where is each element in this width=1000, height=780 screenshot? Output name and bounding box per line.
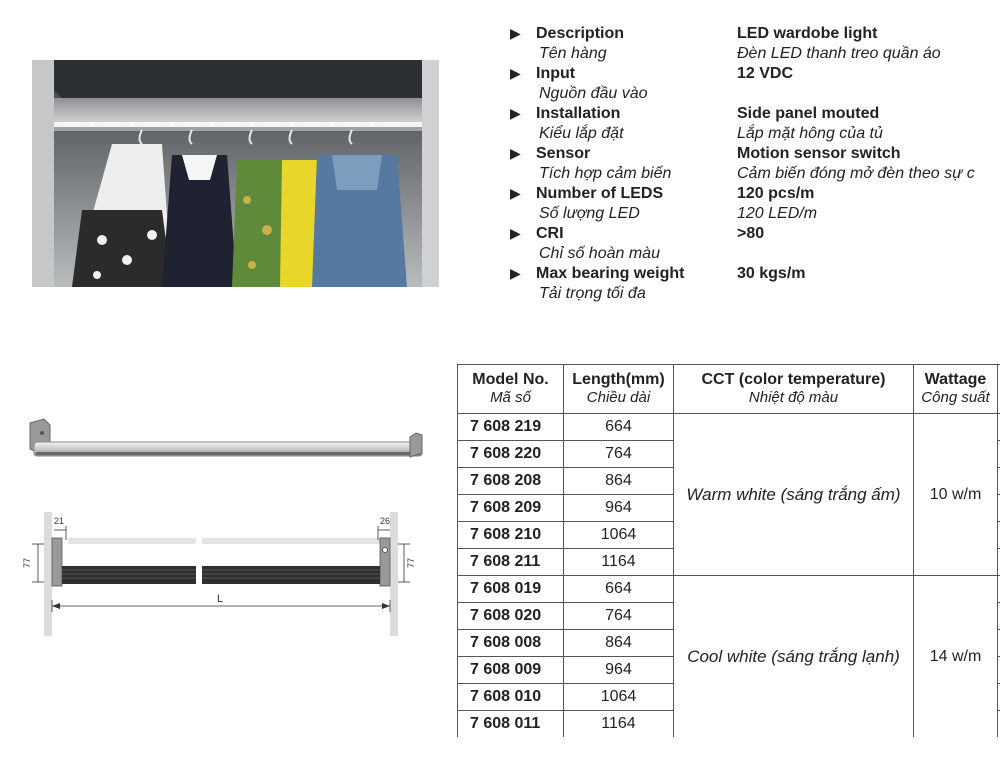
spec-label-vi: Kiểu lắp đặt bbox=[539, 125, 624, 142]
cct-cell-cool: Cool white (sáng trắng lạnh) bbox=[674, 576, 914, 738]
spec-value: 120 pcs/m bbox=[737, 185, 815, 202]
spec-installation bbox=[510, 104, 1000, 144]
model-cell: 7 608 208 bbox=[458, 468, 564, 495]
spec-label-vi: Tên hàng bbox=[539, 45, 607, 62]
model-cell: 7 608 008 bbox=[458, 630, 564, 657]
model-cell: 7 608 011 bbox=[458, 711, 564, 738]
model-cell: 7 608 211 bbox=[458, 549, 564, 576]
spec-label: CRI bbox=[536, 225, 564, 242]
length-cell: 1164 bbox=[564, 549, 674, 576]
length-cell: 1164 bbox=[564, 711, 674, 738]
spec-label-vi: Nguồn đầu vào bbox=[539, 85, 648, 102]
dim-right-label: 26 bbox=[380, 516, 391, 526]
dim-height-right-label: 77 bbox=[406, 557, 416, 568]
header-model: Model No. Mã số bbox=[458, 365, 564, 414]
spec-label: Max bearing weight bbox=[536, 265, 685, 282]
spec-label: Description bbox=[536, 25, 625, 42]
rail-product-image bbox=[14, 415, 434, 471]
product-photo bbox=[32, 60, 439, 287]
spec-sensor bbox=[510, 144, 1000, 184]
spec-value-vi: Lắp mặt hông của tủ bbox=[737, 125, 883, 142]
spec-value-vi: 120 LED/m bbox=[737, 205, 818, 222]
spec-label-vi: Số lượng LED bbox=[539, 205, 640, 222]
length-cell: 664 bbox=[564, 414, 674, 441]
dim-length-label: L bbox=[217, 593, 224, 605]
spec-value: Side panel mouted bbox=[737, 105, 880, 122]
cct-cell-warm: Warm white (sáng trắng ấm) bbox=[674, 414, 914, 576]
model-cell: 7 608 209 bbox=[458, 495, 564, 522]
spec-number-of-leds bbox=[510, 184, 1000, 224]
model-table bbox=[457, 364, 1000, 737]
spec-label: Number of LEDS bbox=[536, 185, 664, 202]
dim-left-label: 21 bbox=[54, 516, 65, 526]
model-cell: 7 608 210 bbox=[458, 522, 564, 549]
spec-value: 12 VDC bbox=[737, 65, 794, 82]
spec-value-vi: Đèn LED thanh treo quần áo bbox=[737, 45, 941, 62]
table-row bbox=[458, 576, 1000, 603]
length-cell: 1064 bbox=[564, 522, 674, 549]
spec-max-bearing-weight bbox=[510, 264, 1000, 304]
spec-label: Installation bbox=[536, 105, 621, 122]
length-cell: 664 bbox=[564, 576, 674, 603]
model-cell: 7 608 009 bbox=[458, 657, 564, 684]
table-row bbox=[458, 414, 1000, 441]
dimension-drawing bbox=[20, 510, 420, 640]
bullet-arrow-icon: ▶ bbox=[510, 265, 521, 281]
spec-label: Sensor bbox=[536, 145, 591, 162]
header-wattage: Wattage Công suất bbox=[914, 365, 998, 414]
length-cell: 764 bbox=[564, 441, 674, 468]
spec-value: >80 bbox=[737, 225, 765, 242]
header-length: Length(mm) Chiều dài bbox=[564, 365, 674, 414]
bullet-arrow-icon: ▶ bbox=[510, 145, 521, 161]
bullet-arrow-icon: ▶ bbox=[510, 185, 521, 201]
spec-label-vi: Tích hợp cảm biến bbox=[539, 165, 672, 182]
bullet-arrow-icon: ▶ bbox=[510, 105, 521, 121]
wattage-cell-warm: 10 w/m bbox=[914, 414, 998, 576]
bullet-arrow-icon: ▶ bbox=[510, 225, 521, 241]
spec-label-vi: Chỉ số hoàn màu bbox=[539, 245, 660, 262]
model-cell: 7 608 010 bbox=[458, 684, 564, 711]
wattage-cell-cool: 14 w/m bbox=[914, 576, 998, 738]
spec-description bbox=[510, 24, 1000, 64]
model-cell: 7 608 019 bbox=[458, 576, 564, 603]
header-cct: CCT (color temperature) Nhiệt độ màu bbox=[674, 365, 914, 414]
spec-value: Motion sensor switch bbox=[737, 145, 901, 162]
spec-label-vi: Tải trọng tối đa bbox=[539, 285, 646, 302]
specifications-list bbox=[510, 24, 1000, 304]
length-cell: 864 bbox=[564, 468, 674, 495]
spec-cri bbox=[510, 224, 1000, 264]
spec-label: Input bbox=[536, 65, 576, 82]
model-cell: 7 608 020 bbox=[458, 603, 564, 630]
length-cell: 764 bbox=[564, 603, 674, 630]
spec-value-vi: Cảm biến đóng mở đèn theo sự c bbox=[737, 165, 975, 182]
spec-value: 30 kgs/m bbox=[737, 265, 806, 282]
bullet-arrow-icon: ▶ bbox=[510, 25, 521, 41]
model-table-container bbox=[457, 364, 1000, 737]
model-cell: 7 608 220 bbox=[458, 441, 564, 468]
spec-input bbox=[510, 64, 1000, 104]
length-cell: 864 bbox=[564, 630, 674, 657]
dim-height-left-label: 77 bbox=[22, 557, 32, 568]
spec-value: LED wardobe light bbox=[737, 25, 878, 42]
length-cell: 964 bbox=[564, 495, 674, 522]
bullet-arrow-icon: ▶ bbox=[510, 65, 521, 81]
table-header-row bbox=[458, 365, 1000, 414]
length-cell: 964 bbox=[564, 657, 674, 684]
model-cell: 7 608 219 bbox=[458, 414, 564, 441]
length-cell: 1064 bbox=[564, 684, 674, 711]
